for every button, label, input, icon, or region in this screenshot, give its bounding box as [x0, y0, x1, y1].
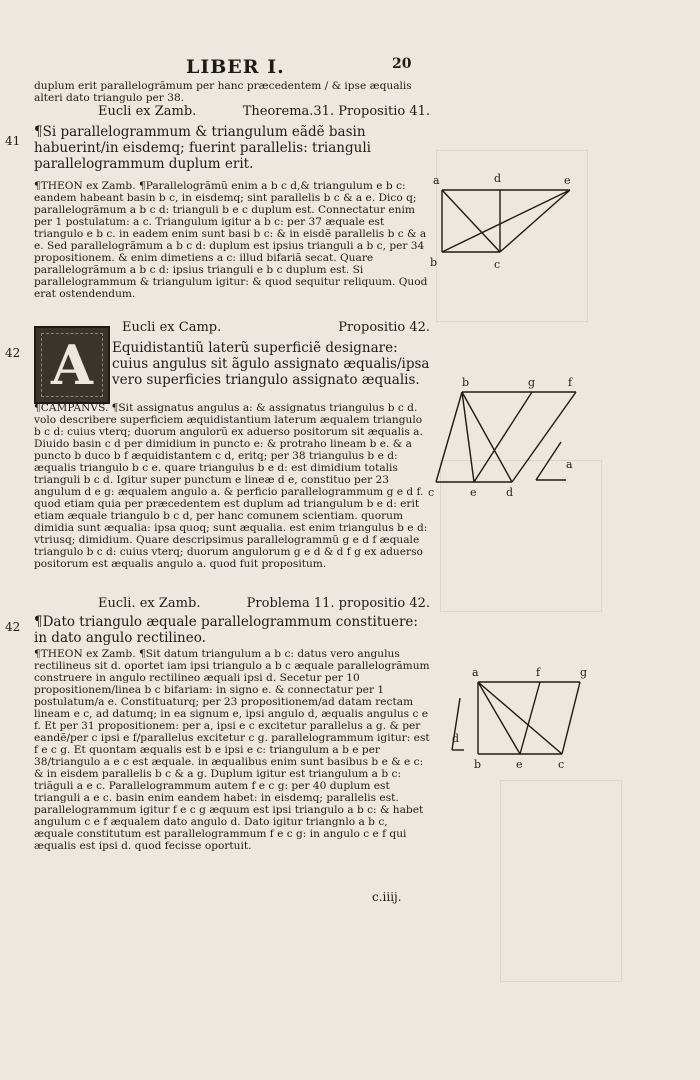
fig-line — [462, 392, 474, 482]
fig-line — [500, 190, 570, 252]
heading-source: Eucli. ex Zamb. — [98, 596, 201, 611]
margin-number: 42 — [5, 346, 21, 360]
fig-label: a — [472, 666, 479, 679]
fig-line — [478, 682, 562, 754]
fig-line — [442, 190, 570, 252]
fig-line — [520, 682, 540, 754]
fig-label: a — [566, 458, 573, 471]
heading-problem: Problema 11. propositio 42. — [246, 596, 430, 611]
heading-source: Eucli ex Zamb. — [98, 104, 197, 119]
figure-problem11 — [440, 662, 600, 782]
fig-label: e — [564, 174, 571, 187]
margin-number: 42 — [5, 620, 21, 634]
margin-number: 41 — [5, 134, 21, 148]
show-through-shadow — [500, 780, 622, 982]
fig-label: f — [536, 666, 541, 679]
fig-line — [536, 442, 561, 480]
fig-label: f — [568, 376, 573, 389]
heading-source: Eucli ex Camp. — [122, 320, 222, 335]
fig-label: d — [452, 732, 460, 745]
fig-label: e — [516, 758, 523, 771]
intro-text: duplum erit parallelogrãmum per hanc præcedentem / & ipse æqualis alteri dato triangulo per 38. — [34, 80, 412, 104]
fig-label: a — [433, 174, 440, 187]
fig-label: d — [494, 172, 502, 185]
problem11-commentary: ¶THEON ex Zamb. ¶Sit datum triangulum a b c: datus vero angulus rectilineus sit d. oportet iam ipsi triangulo a b c æquale parallelogrãmum construere in angulo rectilineo æquali ipsi d. Secetur per 10 propositionem/linea b c bifariam: in signo e. & connectatur per 1 postulatum/a e. Constituaturq; per 23 propositionem/ad datam rectam lineam e c, ad datumq; in ea signum e, ipsi angulo d, æqualis angulus c e f. Et per 31 propositionem: per a, ipsi e c excitetur parallelus a g. & per eandẽ/per c ipsi e f/parallelus excitetur c g. parallelogrammum igitur: est f e c g. Et quontam æqualis est b e ipsi e c: triangulum a b e per 38/triangulo a e c est æquale. in æqualibus enim sunt basibus b e & e c: & in eisdem parallelis b c & a g. Duplum igitur est triangulum a b c: triãguli a e c. Parallelogrammum autem f e c g: per 40 duplum est trianguli a e c. basin enim eandem habet: in eisdemq; parallelis est. parallelogrammum igitur f e c g æquum est ipsi triangulo a b c: & habet angulum c e f æqualem dato angulo d. Dato igitur triangnlo a b c, æquale constitutum est parallelogrammum f e c g: in angulo c e f qui æqualis est ipsi d. quod fecisse oportuit. — [34, 648, 430, 852]
page-number: 20 — [392, 56, 412, 72]
signature-mark: c.iiij. — [372, 890, 402, 904]
figure-prop41 — [430, 168, 580, 278]
heading-proposition: Propositio 42. — [338, 320, 430, 335]
fig-label: c — [558, 758, 565, 771]
prop41-heading — [34, 104, 430, 119]
fig-line — [474, 392, 532, 482]
fig-label: e — [470, 486, 477, 499]
running-head: LIBER I. — [186, 56, 285, 78]
fig-label: b — [430, 256, 438, 269]
problem11-heading — [34, 596, 430, 611]
fig-line — [478, 682, 520, 754]
fig-label: g — [528, 376, 536, 389]
initial-letter: A — [51, 333, 93, 397]
fig-label: b — [462, 376, 470, 389]
prop41-commentary: ¶THEON ex Zamb. ¶Parallelogrãmũ enim a b c d,& triangulum e b c: eandem habeant basin b c, in eisdemq; sint parallelis b c & a e. Dico q; parallelogrãmum a b c d: trianguli b e c duplum est. Connectatur enim per 1 postulatum: a c. Triangulum igitur a b c: per 37 æquale est triangulo e b c. in eadem enim sunt basi b c: & in eisdẽ parallelis b c & a e. Sed parallelogrãmum a b c d: duplum est ipsius trianguli a b c, per 34 propositionem. & enim dimetiens a c: illud bifariã secat. Quare parallelogrãmum a b c d: ipsius trianguli e b c duplum est. Si parallelogrammum & triangulum igitur: & quod sequitur reliquum. Quod erat ostendendum. — [34, 180, 428, 300]
prop42-commentary: ¶CAMPANVS. ¶Sit assignatus angulus a: & assignatus triangulus b c d. volo describere superficiem æquidistantium laterum æqualem triangulo b c d: cuius vterq; duorum angulorũ ex aduerso positorum sit æqualis a. Diuido basin c d per dimidium in puncto e: & protraho lineam b e. & a puncto b duco b f æquidistantem c d, eritq; per 38 triangulus b e d: æqualis triangulo b c e. quare triangulus b e d: est dimidium totalis trianguli b c d. Igitur super punctum e lineæ d e, constituo per 23 angulum d e g: æqualem angulo a. & perficio parallelogrammum g e d f. quod etiam quia per præcedentem est duplum ad triangulum b e d: erit etiam æquale triangulo b c d, per hanc comunem scientiam. quorum dimidia sunt æqualia: ipsa quoq; sunt æqualia. est enim triangulus b e d: vtriusq; dimidium. Quare descripsimus parallelogrammũ g e d f æquale triangulo b c d: cuius vterq; duorum angulorum g e d & d f g ex aduerso positorum est æqualis angulo a. quod fuit propositum. — [34, 402, 428, 570]
fig-label: b — [474, 758, 482, 771]
fig-line — [436, 392, 462, 482]
prop42-enunciation: Equidistantiũ laterũ superficiẽ designare: cuius angulus sit ãgulo assignato æqualis/ipsa vero superficies triangulo assignato æqualis. — [112, 340, 430, 388]
decorated-initial — [34, 326, 110, 404]
fig-label: d — [506, 486, 514, 499]
fig-line — [442, 190, 500, 252]
fig-label: g — [580, 666, 588, 679]
prop41-enunciation: ¶Si parallelogrammum & triangulum eãdẽ basin habuerint/in eisdemq; fuerint parallelis: trianguli parallelogrammum duplum erit. — [34, 124, 371, 172]
problem11-enunciation: ¶Dato triangulo æquale parallelogrammum constituere: in dato angulo rectilineo. — [34, 614, 418, 646]
fig-label: c — [494, 258, 501, 271]
fig-label: c — [428, 486, 435, 499]
fig-line — [562, 682, 580, 754]
figure-prop42 — [426, 372, 586, 502]
heading-theorem: Theorema.31. Propositio 41. — [242, 104, 430, 119]
fig-line — [462, 392, 512, 482]
